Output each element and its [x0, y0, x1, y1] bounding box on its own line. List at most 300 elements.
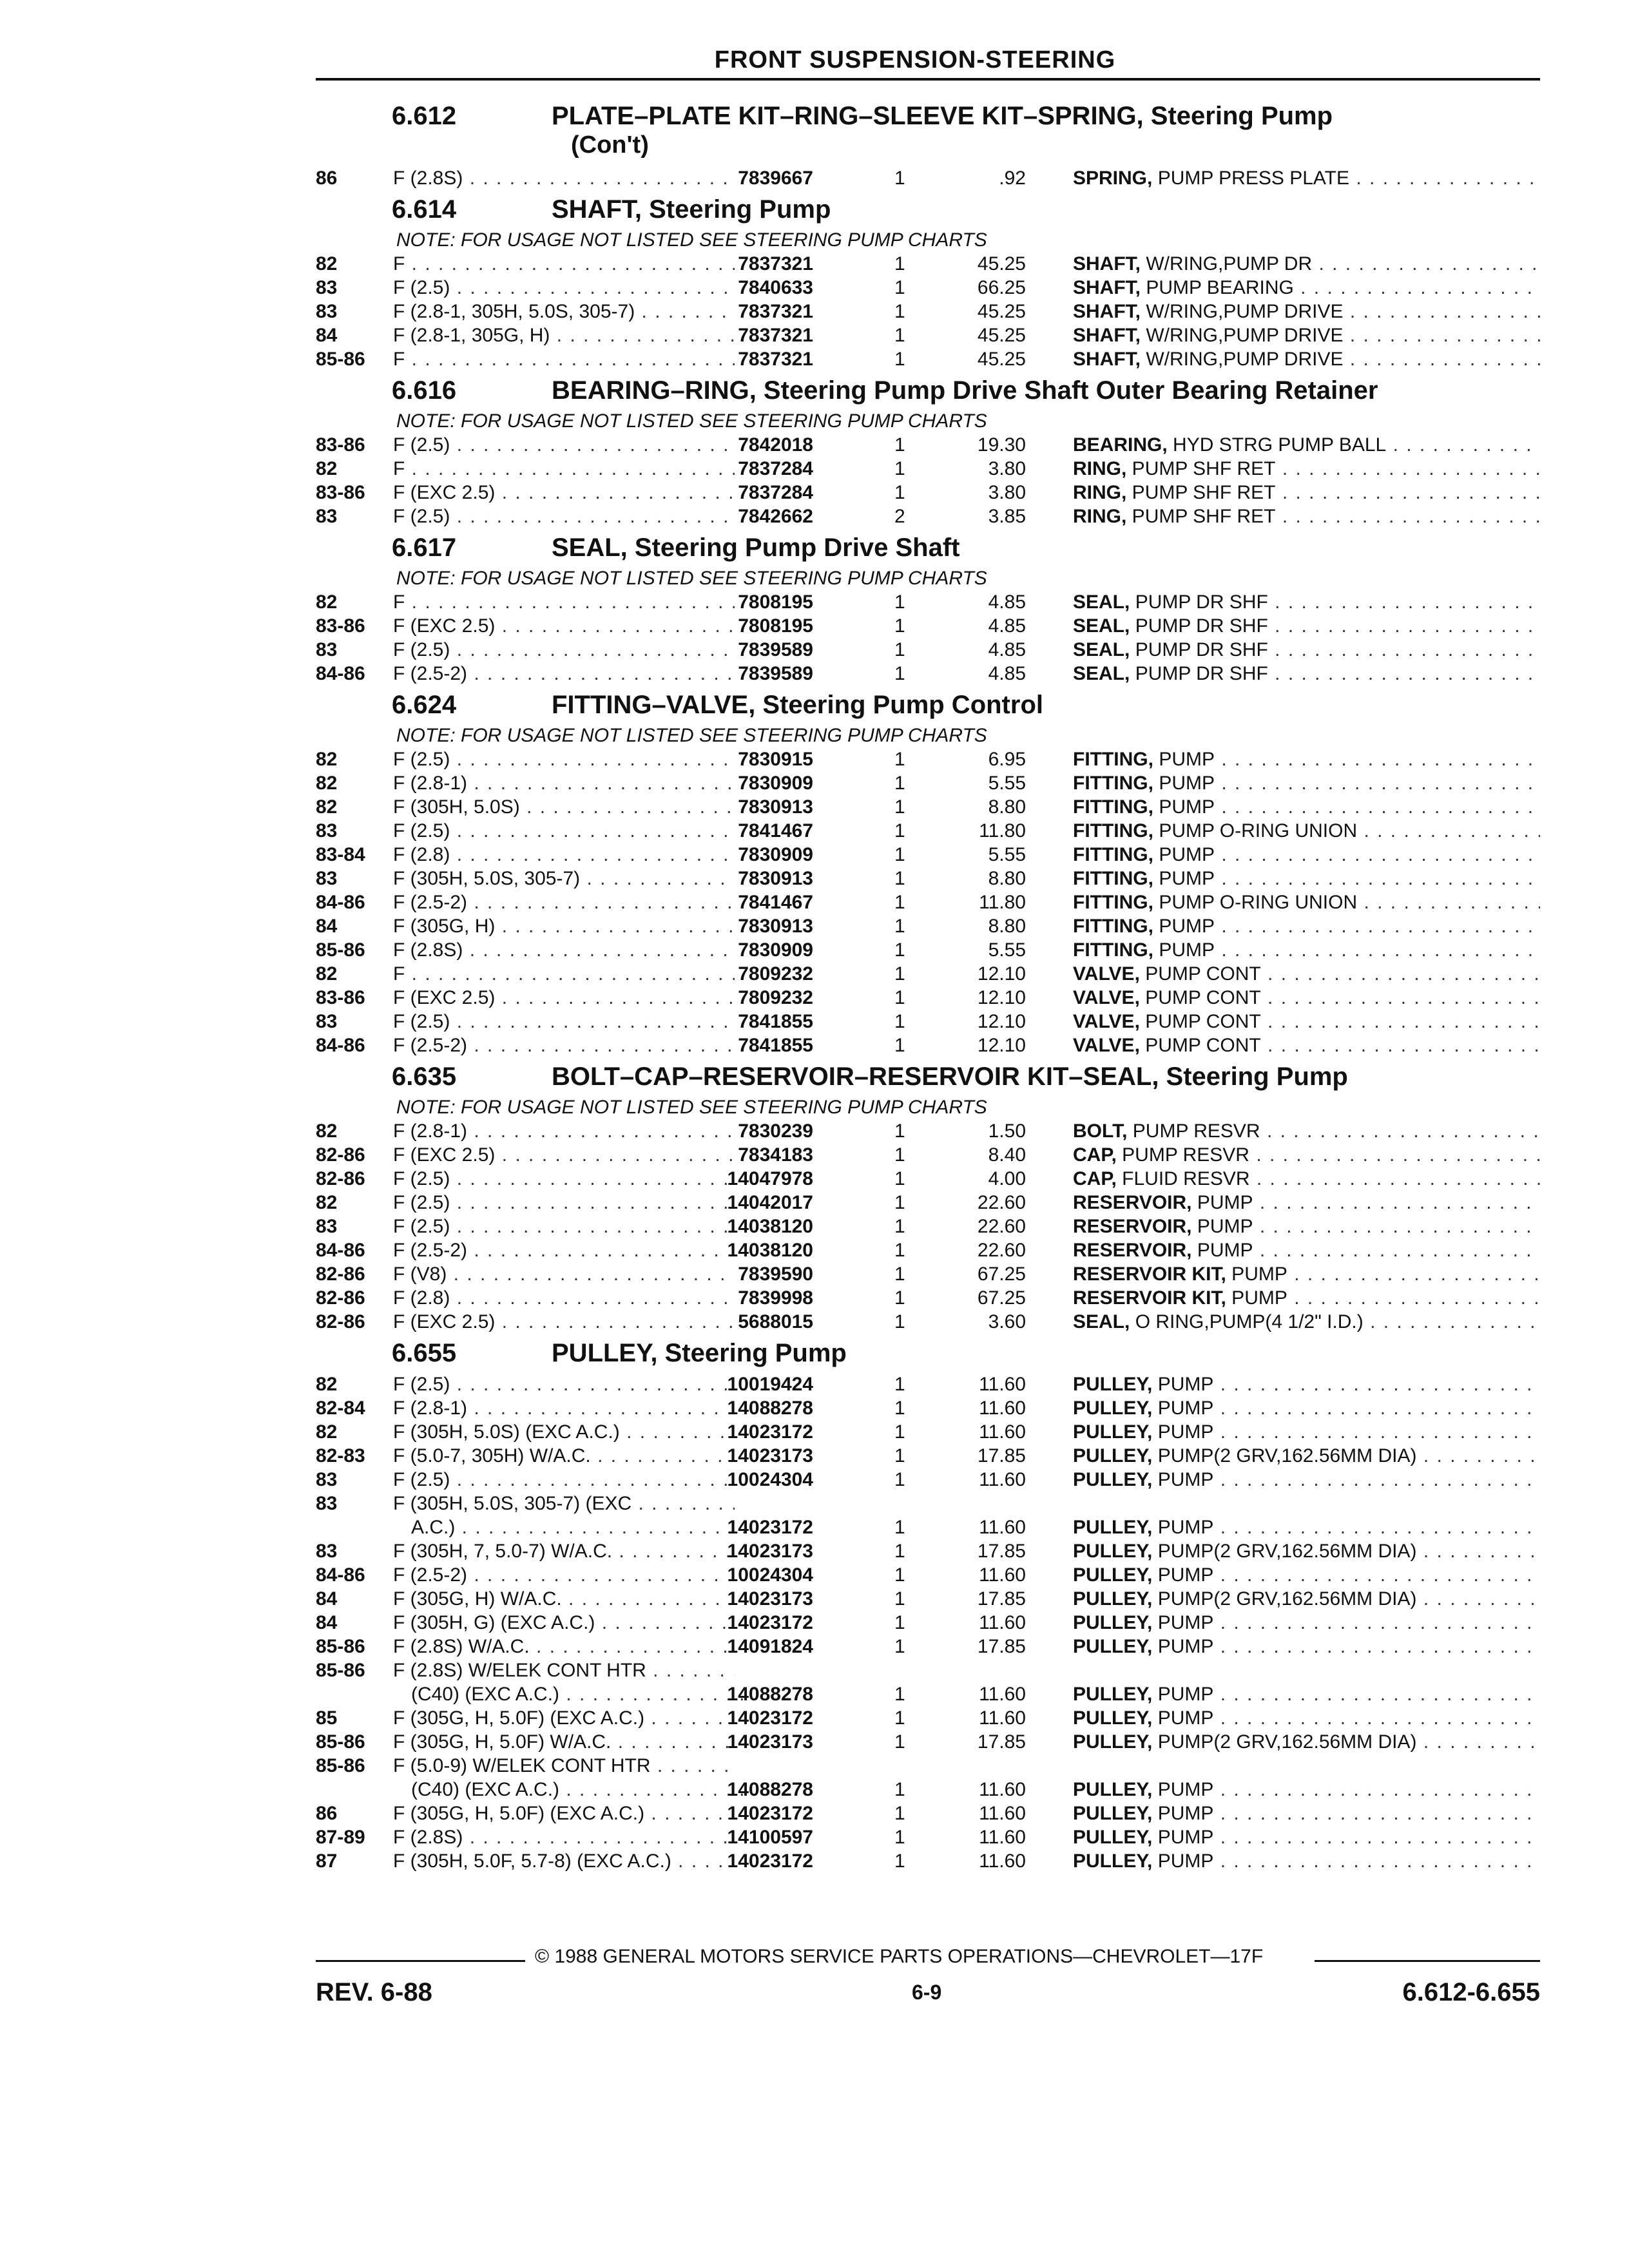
model-year — [316, 166, 337, 190]
part-number-text: 7840633 — [738, 277, 813, 298]
usage-description-text: F (EXC 2.5) . . . — [393, 482, 735, 503]
price — [949, 914, 1026, 938]
usage-description — [393, 481, 735, 505]
usage-description — [393, 1033, 735, 1057]
part-name-detail: PUMP . . . — [1152, 1850, 1540, 1872]
price — [949, 843, 1026, 867]
quantity — [894, 1420, 905, 1444]
part-name — [1073, 1468, 1540, 1492]
price-text: 17.85 — [977, 1445, 1026, 1466]
price — [949, 1420, 1026, 1444]
part-number — [715, 1778, 813, 1802]
model-year — [316, 1215, 337, 1238]
price — [949, 1262, 1026, 1286]
usage-description-text: F (2.8S) . . . — [393, 168, 735, 189]
quantity-text: 1 — [894, 1035, 905, 1056]
part-number — [715, 1033, 813, 1057]
model-year — [316, 1468, 337, 1492]
price-text: 4.00 — [988, 1168, 1026, 1189]
usage-description — [393, 962, 735, 986]
usage-description-text: F (305H, 5.0S, 305-7) . . . — [393, 868, 735, 889]
usage-description — [393, 1286, 735, 1310]
model-year-text: 83 — [316, 1493, 338, 1514]
price — [949, 938, 1026, 962]
part-number — [715, 323, 813, 347]
quantity-text: 1 — [894, 1445, 905, 1466]
usage-description-text: F (305H, 5.0S) (EXC A.C.) . . . — [393, 1421, 735, 1443]
part-name-detail: PUMP DR SHF . . . — [1130, 639, 1540, 660]
usage-note: NOTE: FOR USAGE NOT LISTED SEE STEERING PUMP CHARTS — [396, 410, 987, 432]
quantity — [894, 1778, 905, 1802]
model-year-text: 87-89 — [316, 1827, 365, 1848]
model-year-text: 82 — [316, 1120, 338, 1142]
part-name — [1073, 638, 1540, 662]
price-text: 8.40 — [988, 1144, 1026, 1166]
part-number — [715, 481, 813, 505]
part-name-bold: PULLEY, — [1073, 1398, 1153, 1419]
model-year-text: 87 — [316, 1850, 338, 1872]
part-number-text: 7841467 — [738, 820, 813, 841]
part-name — [1073, 1286, 1540, 1310]
usage-description — [393, 1372, 735, 1396]
usage-description — [393, 890, 735, 914]
model-year-text: 85-86 — [316, 1731, 365, 1753]
part-name — [1073, 1515, 1540, 1539]
part-name — [1073, 747, 1540, 771]
part-name — [1073, 505, 1540, 528]
price-text: 1.50 — [988, 1120, 1026, 1142]
model-year — [316, 843, 365, 867]
price — [949, 1635, 1026, 1658]
part-name-bold: VALVE, — [1073, 963, 1140, 985]
quantity-text: 1 — [894, 1541, 905, 1562]
quantity — [894, 1010, 905, 1033]
part-name-detail: PUMP . . . — [1192, 1216, 1541, 1237]
part-name-bold: CAP, — [1073, 1144, 1117, 1166]
quantity-text: 1 — [894, 1803, 905, 1824]
quantity — [894, 771, 905, 795]
usage-description-text: F (305H, 5.0S, 305-7) (EXC . . . — [393, 1493, 735, 1514]
price-text: 67.25 — [977, 1264, 1026, 1285]
quantity — [894, 300, 905, 323]
quantity — [894, 1849, 905, 1873]
price — [949, 771, 1026, 795]
model-year-text: 83 — [316, 277, 338, 298]
part-name-bold: PULLEY, — [1073, 1588, 1153, 1610]
quantity-text: 1 — [894, 1421, 905, 1443]
part-name-bold: PULLEY, — [1073, 1541, 1153, 1562]
part-number-text: 7830909 — [738, 939, 813, 961]
usage-description-text: F (2.5) . . . — [393, 1216, 735, 1237]
part-number-text: 14023173 — [727, 1588, 813, 1610]
usage-description — [393, 323, 735, 347]
model-year-text: 85-86 — [316, 939, 365, 961]
part-number — [715, 1706, 813, 1730]
table-row — [316, 843, 1540, 867]
table-row — [316, 505, 1540, 528]
quantity-text: 1 — [894, 1287, 905, 1309]
usage-description — [393, 747, 735, 771]
usage-description — [393, 867, 735, 890]
part-name — [1073, 1191, 1540, 1215]
usage-description — [393, 843, 735, 867]
part-name-detail: W/RING,PUMP DRIVE . . . — [1141, 325, 1540, 346]
quantity — [894, 867, 905, 890]
usage-description-text: F (2.8S) W/ELEK CONT HTR . . . — [393, 1660, 735, 1681]
quantity-text: 1 — [894, 639, 905, 660]
part-name-detail: PUMP(2 GRV,162.56MM DIA) . . . — [1152, 1731, 1540, 1753]
price-text: 6.95 — [988, 749, 1026, 770]
page-header — [316, 46, 1540, 81]
usage-description-text: F . . . — [393, 591, 735, 613]
part-name-detail: PUMP . . . — [1153, 844, 1540, 865]
quantity — [894, 938, 905, 962]
quantity-text: 2 — [894, 506, 905, 527]
quantity-text: 1 — [894, 1144, 905, 1166]
part-name — [1073, 1730, 1540, 1754]
part-number — [715, 819, 813, 843]
part-number-text: 7837321 — [738, 325, 813, 346]
part-name-bold: SHAFT, — [1073, 277, 1141, 298]
part-name-bold: FITTING, — [1073, 844, 1153, 865]
quantity-text: 1 — [894, 1707, 905, 1729]
table-row — [316, 1372, 1540, 1396]
quantity — [894, 1802, 905, 1825]
quantity — [894, 1033, 905, 1057]
usage-description — [393, 795, 735, 819]
part-name — [1073, 276, 1540, 300]
usage-description — [393, 1468, 735, 1492]
page-title: FRONT SUSPENSION-STEERING — [714, 46, 1116, 73]
part-number-text: 7834183 — [738, 1144, 813, 1166]
quantity — [894, 614, 905, 638]
part-number — [715, 1635, 813, 1658]
usage-description-text: F (2.8S) . . . — [393, 939, 735, 961]
section-header — [316, 1062, 1540, 1096]
price-text: 17.85 — [977, 1588, 1026, 1610]
part-name-bold: SEAL, — [1073, 663, 1130, 684]
table-row — [316, 1849, 1540, 1873]
page-number: 6-9 — [912, 1981, 942, 2004]
section-title: FITTING–VALVE, Steering Pump Control — [552, 691, 1043, 719]
part-number — [715, 962, 813, 986]
part-name — [1073, 843, 1540, 867]
part-number-text: 14088278 — [727, 1684, 813, 1705]
part-name-bold: RING, — [1073, 482, 1127, 503]
part-name — [1073, 795, 1540, 819]
price-text: 22.60 — [977, 1240, 1026, 1261]
price-text: 11.60 — [979, 1803, 1026, 1824]
price-text: 19.30 — [977, 434, 1026, 456]
model-year-text: 83 — [316, 868, 338, 889]
part-name-detail: PUMP . . . — [1153, 939, 1540, 961]
price — [949, 1372, 1026, 1396]
part-name — [1073, 1611, 1540, 1635]
part-name-bold: SHAFT, — [1073, 301, 1141, 322]
usage-note: NOTE: FOR USAGE NOT LISTED SEE STEERING PUMP CHARTS — [396, 229, 987, 251]
part-name-bold: FITTING, — [1073, 749, 1153, 770]
model-year-text: 83 — [316, 639, 338, 660]
part-name-detail: PUMP(2 GRV,162.56MM DIA) . . . — [1152, 1445, 1540, 1466]
quantity — [894, 252, 905, 276]
part-name — [1073, 323, 1540, 347]
usage-description-text: F (305G, H, 5.0F) (EXC A.C.) . . . — [393, 1803, 735, 1824]
quantity-text: 1 — [894, 663, 905, 684]
part-name-bold: PULLEY, — [1073, 1731, 1153, 1753]
part-name — [1073, 890, 1540, 914]
section-header — [316, 691, 1540, 724]
quantity — [894, 1119, 905, 1143]
model-year-text: 83 — [316, 1011, 338, 1032]
part-name-detail: PUMP . . . — [1152, 1421, 1540, 1443]
model-year-text: 82 — [316, 1374, 338, 1395]
part-name — [1073, 1119, 1540, 1143]
price-text: 22.60 — [977, 1192, 1026, 1213]
part-number — [715, 1396, 813, 1420]
parts-catalog — [316, 97, 1540, 1873]
part-number-text: 7839667 — [738, 168, 813, 189]
price — [949, 457, 1026, 481]
section-range: 6.612-6.655 — [1402, 1978, 1540, 2006]
part-name — [1073, 1706, 1540, 1730]
model-year-text: 86 — [316, 1803, 338, 1824]
quantity-text: 1 — [894, 277, 905, 298]
part-name-detail: FLUID RESVR . . . — [1117, 1168, 1540, 1189]
price-text: 17.85 — [977, 1636, 1026, 1657]
usage-description-text: F (2.5-2) . . . — [393, 663, 735, 684]
table-row — [316, 1420, 1540, 1444]
part-number-text: 7837284 — [738, 458, 813, 479]
part-name-detail: PUMP . . . — [1152, 1612, 1540, 1633]
usage-description-text: F (2.5) . . . — [393, 434, 735, 456]
section-header — [316, 376, 1540, 410]
quantity — [894, 914, 905, 938]
price-text: 11.60 — [979, 1827, 1026, 1848]
usage-description-text: F (305H, 5.0S) . . . — [393, 796, 735, 818]
part-name-bold: SHAFT, — [1073, 349, 1141, 370]
part-number-text: 14038120 — [727, 1216, 813, 1237]
part-number — [715, 1215, 813, 1238]
part-number — [715, 1587, 813, 1611]
part-name-bold: PULLEY, — [1073, 1684, 1153, 1705]
part-name — [1073, 1033, 1540, 1057]
part-number-text: 14042017 — [727, 1192, 813, 1213]
quantity-text: 1 — [894, 1612, 905, 1633]
usage-description — [411, 1778, 753, 1802]
price-text: 8.80 — [988, 916, 1026, 937]
page-footer — [316, 1946, 1540, 2023]
part-name-bold: FITTING, — [1073, 868, 1153, 889]
part-number — [715, 590, 813, 614]
usage-description — [393, 1563, 735, 1587]
section-number: 6.617 — [392, 533, 457, 562]
part-name-bold: SHAFT, — [1073, 253, 1141, 274]
part-name-detail: PUMP DR SHF . . . — [1130, 615, 1540, 637]
table-row — [316, 1238, 1540, 1262]
quantity — [894, 1515, 905, 1539]
part-name-bold: BOLT, — [1073, 1120, 1128, 1142]
model-year-text: 82-86 — [316, 1168, 365, 1189]
table-row — [316, 276, 1540, 300]
price — [949, 1706, 1026, 1730]
usage-description — [393, 457, 735, 481]
part-number-text: 7839998 — [738, 1287, 813, 1309]
table-row — [316, 457, 1540, 481]
table-row — [316, 1587, 1540, 1611]
price — [949, 1468, 1026, 1492]
table-row — [316, 1515, 1540, 1539]
model-year — [316, 1802, 337, 1825]
model-year — [316, 347, 365, 371]
price-text: 45.25 — [977, 301, 1026, 322]
part-number-text: 10024304 — [727, 1469, 813, 1490]
part-number — [715, 433, 813, 457]
usage-description-text: F (305H, G) (EXC A.C.) . . . — [393, 1612, 735, 1633]
usage-description — [393, 1167, 735, 1191]
quantity-text: 1 — [894, 987, 905, 1008]
part-number-text: 14100597 — [727, 1827, 813, 1848]
part-name-bold: PULLEY, — [1073, 1374, 1153, 1395]
part-number — [715, 1825, 813, 1849]
model-year — [316, 1587, 337, 1611]
part-name-detail: PUMP . . . — [1192, 1192, 1541, 1213]
quantity-text: 1 — [894, 1192, 905, 1213]
usage-description — [411, 1515, 753, 1539]
price — [949, 986, 1026, 1010]
usage-description — [393, 1539, 735, 1563]
quantity-text: 1 — [894, 773, 905, 794]
quantity-text: 1 — [894, 1216, 905, 1237]
part-number-text: 14047978 — [727, 1168, 813, 1189]
quantity — [894, 795, 905, 819]
part-name-detail: PUMP . . . — [1152, 1564, 1540, 1586]
model-year — [316, 1310, 365, 1334]
part-name-detail: PUMP BEARING . . . — [1141, 277, 1540, 298]
model-year — [316, 1033, 365, 1057]
model-year-text: 83 — [316, 301, 338, 322]
model-year-text: 82 — [316, 773, 338, 794]
quantity-text: 1 — [894, 1517, 905, 1538]
part-name-detail: PUMP RESVR . . . — [1117, 1144, 1540, 1166]
table-row — [316, 166, 1540, 190]
quantity-text: 1 — [894, 1240, 905, 1261]
usage-description — [393, 590, 735, 614]
usage-description — [393, 1215, 735, 1238]
part-number — [715, 1730, 813, 1754]
usage-description-text: F (2.8) . . . — [393, 844, 735, 865]
part-number — [715, 867, 813, 890]
table-row — [316, 300, 1540, 323]
price-text: 17.85 — [977, 1541, 1026, 1562]
model-year-text: 83-86 — [316, 615, 365, 637]
model-year — [316, 614, 365, 638]
price — [949, 1143, 1026, 1167]
usage-description-text: F (2.8-1) . . . — [393, 773, 735, 794]
model-year — [316, 276, 337, 300]
model-year-text: 83 — [316, 1469, 338, 1490]
section-title: BOLT–CAP–RESERVOIR–RESERVOIR KIT–SEAL, Steering Pump — [552, 1062, 1348, 1091]
quantity — [894, 1635, 905, 1658]
part-number-text: 14088278 — [727, 1779, 813, 1800]
part-name-detail: PUMP RESVR . . . — [1127, 1120, 1540, 1142]
part-number — [715, 638, 813, 662]
model-year — [316, 457, 337, 481]
part-number-text: 7842018 — [738, 434, 813, 456]
price — [949, 1238, 1026, 1262]
usage-description — [393, 300, 735, 323]
part-number-text: 14023173 — [727, 1731, 813, 1753]
price — [949, 747, 1026, 771]
part-name-bold: RESERVOIR, — [1073, 1240, 1192, 1261]
price-text: 11.60 — [979, 1421, 1026, 1443]
price — [949, 1682, 1026, 1706]
model-year — [316, 1167, 365, 1191]
model-year-text: 82-86 — [316, 1287, 365, 1309]
part-name — [1073, 1563, 1540, 1587]
price — [949, 1286, 1026, 1310]
quantity — [894, 1611, 905, 1635]
usage-description — [393, 1396, 735, 1420]
part-name-bold: SEAL, — [1073, 1311, 1130, 1332]
table-row — [316, 638, 1540, 662]
usage-description — [393, 505, 735, 528]
model-year-text: 83-86 — [316, 482, 365, 503]
usage-description-text: F (2.8) . . . — [393, 1287, 735, 1309]
price-text: 11.60 — [979, 1850, 1026, 1872]
part-name-bold: FITTING, — [1073, 939, 1153, 961]
part-name — [1073, 1849, 1540, 1873]
part-number — [715, 662, 813, 686]
part-number — [715, 1444, 813, 1468]
price — [949, 347, 1026, 371]
part-number-text: 7839589 — [738, 639, 813, 660]
part-number-text: 7808195 — [738, 591, 813, 613]
quantity-text: 1 — [894, 963, 905, 985]
part-number — [715, 1262, 813, 1286]
price — [949, 1396, 1026, 1420]
quantity-text: 1 — [894, 1264, 905, 1285]
price-text: 66.25 — [977, 277, 1026, 298]
price-text: 5.55 — [988, 773, 1026, 794]
table-row — [316, 795, 1540, 819]
table-row — [316, 938, 1540, 962]
part-name-bold: RESERVOIR KIT, — [1073, 1287, 1226, 1309]
usage-description-text: F (2.5) . . . — [393, 749, 735, 770]
section-number: 6.635 — [392, 1062, 457, 1091]
part-number — [715, 795, 813, 819]
model-year — [316, 1539, 337, 1563]
quantity-text: 1 — [894, 868, 905, 889]
part-number-text: 7809232 — [738, 963, 813, 985]
usage-description — [393, 1310, 735, 1334]
part-name — [1073, 1310, 1540, 1334]
part-name — [1073, 347, 1540, 371]
quantity-text: 1 — [894, 1011, 905, 1032]
quantity — [894, 747, 905, 771]
part-name — [1073, 1802, 1540, 1825]
part-name — [1073, 1238, 1540, 1262]
price — [949, 590, 1026, 614]
price — [949, 505, 1026, 528]
table-row — [316, 1119, 1540, 1143]
model-year-text: 85-86 — [316, 349, 365, 370]
part-number-text: 7839590 — [738, 1264, 813, 1285]
price-text: 3.85 — [988, 506, 1026, 527]
quantity — [894, 505, 905, 528]
part-number-text: 7830909 — [738, 773, 813, 794]
table-row — [316, 986, 1540, 1010]
part-name-bold: PULLEY, — [1073, 1421, 1153, 1443]
